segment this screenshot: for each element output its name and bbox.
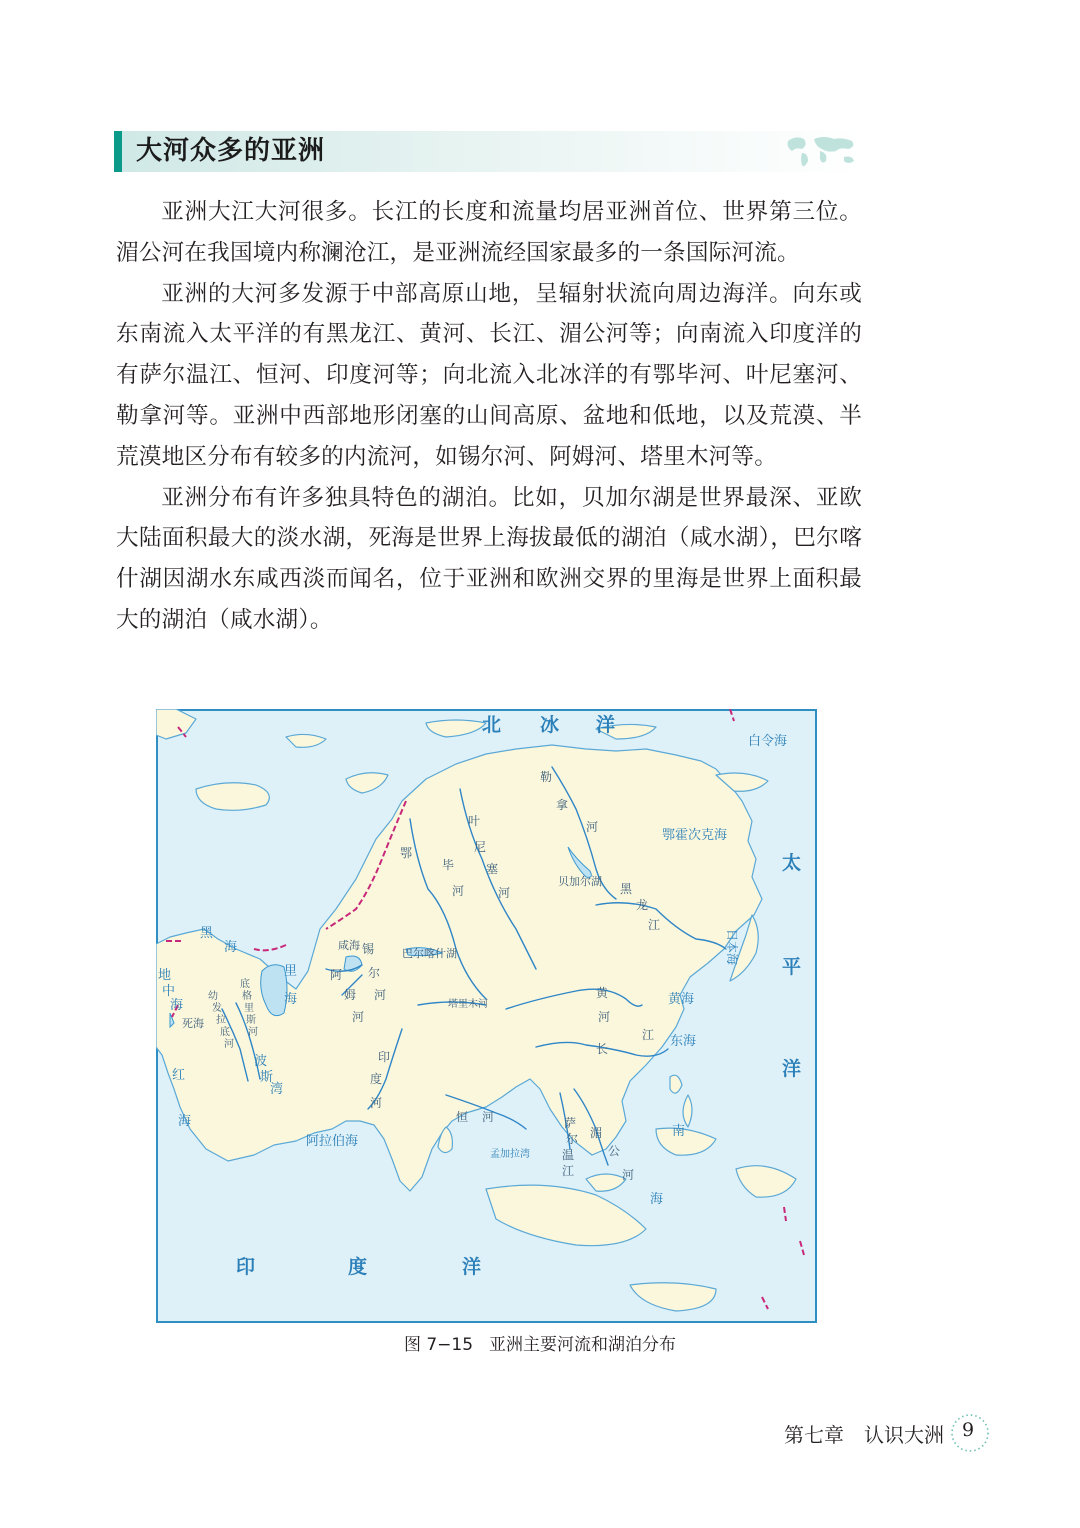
- lake-label-baikal: 贝加尔湖: [558, 875, 602, 888]
- sea-label-red-2: 海: [178, 1114, 192, 1129]
- sea-label-persian-gulf-2: 斯: [260, 1070, 274, 1085]
- river-label-salween-4: 江: [562, 1164, 575, 1178]
- river-label-lena-1: 勒: [540, 770, 553, 784]
- river-label-mekong-2: 公: [608, 1144, 621, 1158]
- river-label-tigris-2: 格: [242, 991, 252, 1002]
- sea-label-south-china-1: 南: [672, 1124, 686, 1139]
- river-label-tigris-1: 底: [240, 979, 250, 990]
- river-label-indus-1: 印: [378, 1050, 391, 1064]
- footer-chapter-title: 第七章 认识大洲: [784, 1423, 944, 1447]
- river-label-yenisei-4: 河: [498, 886, 511, 900]
- ocean-label-pacific-2: 平: [782, 956, 802, 978]
- river-label-mekong-1: 湄: [590, 1126, 603, 1140]
- river-label-syr-darya-1: 锡: [362, 942, 375, 956]
- sea-label-caspian-1: 里: [284, 964, 298, 979]
- sea-label-bering: 白令海: [748, 734, 788, 749]
- river-label-mekong-3: 河: [622, 1168, 635, 1182]
- sea-label-mediterranean-2: 中: [162, 984, 176, 999]
- river-label-ob-2: 毕: [442, 858, 455, 872]
- river-label-yenisei-1: 叶: [468, 814, 481, 828]
- ocean-label-pacific-3: 洋: [782, 1058, 802, 1080]
- lake-label-balkhash: 巴尔喀什湖: [402, 947, 457, 960]
- river-label-tigris-3: 里: [244, 1003, 254, 1014]
- paragraph-1: 亚洲大江大河很多。长江的长度和流量均居亚洲首位、世界第三位。湄公河在我国境内称澜沧江，是亚洲流经国家最多的一条国际河流。: [116, 199, 862, 266]
- asia-rivers-lakes-map: [156, 709, 817, 1323]
- river-label-lena-2: 拿: [556, 798, 569, 812]
- sea-label-black-2: 海: [224, 940, 238, 955]
- river-label-syr-darya-2: 尔: [368, 966, 381, 980]
- river-label-yellow-2: 河: [598, 1010, 611, 1024]
- river-label-ob-1: 鄂: [400, 846, 413, 860]
- ocean-label-arctic-2: 冰: [540, 714, 560, 736]
- sea-label-persian-gulf-3: 湾: [270, 1082, 284, 1097]
- ocean-label-indian-3: 洋: [462, 1256, 482, 1278]
- section-accent-bar: [114, 131, 122, 172]
- river-label-amu-darya-1: 阿: [330, 968, 343, 982]
- river-label-lena-3: 河: [586, 820, 599, 834]
- figure-caption: [0, 1330, 1080, 1355]
- lake-label-aral: 咸海: [338, 939, 360, 952]
- river-label-ganges-2: 河: [482, 1110, 495, 1124]
- ocean-label-indian-1: 印: [236, 1256, 256, 1278]
- ocean-label-indian-2: 度: [348, 1256, 368, 1278]
- river-label-salween-2: 尔: [566, 1132, 579, 1146]
- ocean-label-arctic-1: 北: [482, 714, 502, 736]
- sea-label-bay-of-bengal: 孟加拉湾: [490, 1149, 530, 1160]
- river-label-yangtze-2: 江: [642, 1028, 655, 1042]
- sea-label-red-1: 红: [172, 1068, 186, 1083]
- river-label-amu-darya-3: 河: [352, 1010, 365, 1024]
- figure-number: 图 7−15: [403, 1335, 474, 1355]
- river-label-yenisei-2: 尼: [474, 840, 487, 854]
- river-label-salween-1: 萨: [564, 1116, 577, 1130]
- sea-label-okhotsk: 鄂霍次克海: [662, 828, 728, 843]
- ocean-label-pacific-1: 太: [782, 852, 802, 874]
- river-label-amur-3: 江: [648, 918, 661, 932]
- river-label-indus-2: 度: [370, 1072, 383, 1086]
- section-title: 大河众多的亚洲: [136, 136, 326, 166]
- river-label-indus-3: 河: [370, 1096, 383, 1110]
- paragraph-2: 亚洲的大河多发源于中部高原山地，呈辐射状流向周边海洋。向东或东南流入太平洋的有黑龙江、黄河、长江、湄公河等；向南流入印度洋的有萨尔温江、恒河、印度河等；向北流入北冰洋的有鄂毕河、叶尼塞河、勒拿河等。亚洲中西部地形闭塞的山间高原、盆地和低地，以及荒漠、半荒漠地区分布有较多的内流河，如锡尔河、阿姆河、塔里木河等。: [116, 280, 862, 470]
- sea-label-arabian: 阿拉伯海: [306, 1134, 359, 1149]
- river-label-tigris-4: 斯: [246, 1015, 256, 1026]
- body-text: [116, 192, 862, 641]
- river-label-euphrates-5: 河: [224, 1039, 234, 1050]
- ocean-label-arctic-3: 洋: [596, 714, 616, 736]
- river-label-euphrates-4: 底: [220, 1027, 230, 1038]
- section-header: [114, 131, 862, 172]
- river-label-yellow-1: 黄: [596, 986, 609, 1000]
- sea-label-japan: 日本海: [725, 929, 739, 966]
- lake-label-dead-sea: 死海: [182, 1017, 204, 1030]
- river-label-euphrates-1: 幼: [208, 991, 218, 1002]
- page-number: 9: [962, 1419, 975, 1441]
- river-label-tigris-5: 河: [248, 1027, 258, 1038]
- sea-label-black-1: 黑: [200, 926, 214, 941]
- river-label-yangtze-1: 长: [596, 1042, 609, 1056]
- river-label-salween-3: 温: [562, 1148, 575, 1162]
- sea-label-mediterranean-3: 海: [170, 998, 184, 1013]
- river-label-euphrates-3: 拉: [216, 1015, 226, 1026]
- river-label-ob-3: 河: [452, 884, 465, 898]
- figure-caption-text: 亚洲主要河流和湖泊分布: [489, 1335, 677, 1355]
- sea-label-yellow: 黄海: [668, 992, 695, 1007]
- river-label-amur-1: 黑: [620, 882, 633, 896]
- sea-label-mediterranean-1: 地: [158, 968, 172, 983]
- paragraph-3: 亚洲分布有许多独具特色的湖泊。比如，贝加尔湖是世界最深、亚欧大陆面积最大的淡水湖，死海是世界上海拔最低的湖泊（咸水湖），巴尔喀什湖因湖水东咸西淡而闻名，位于亚洲和欧洲交界的里海是世界上面积最大的湖泊（咸水湖）。: [116, 484, 862, 633]
- river-label-tarim: 塔里木河: [448, 999, 488, 1010]
- sea-label-caspian-2: 海: [284, 992, 298, 1007]
- river-label-ganges-1: 恒: [456, 1110, 469, 1124]
- river-label-amur-2: 龙: [636, 898, 649, 912]
- river-label-euphrates-2: 发: [212, 1003, 222, 1014]
- river-label-amu-darya-2: 姆: [344, 988, 357, 1002]
- sea-label-persian-gulf-1: 波: [254, 1054, 268, 1069]
- sea-label-south-china-2: 海: [650, 1192, 664, 1207]
- sea-label-east-china: 东海: [670, 1034, 697, 1049]
- river-label-yenisei-3: 塞: [486, 862, 499, 876]
- river-label-syr-darya-3: 河: [374, 988, 387, 1002]
- world-map-decoration-icon: [782, 131, 862, 172]
